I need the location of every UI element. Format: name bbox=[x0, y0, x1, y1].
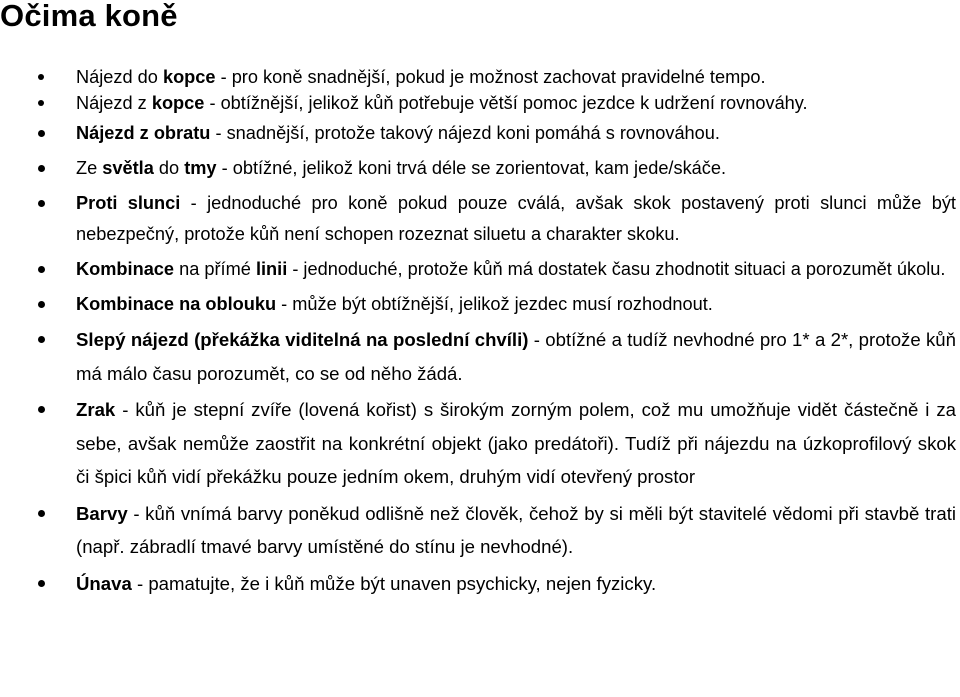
list-item bbox=[0, 66, 960, 88]
list-item bbox=[0, 497, 960, 564]
text-segment: - kůň vnímá barvy poněkud odlišně než člověk, čehož by si měli být stavitelé vědomi při stavbě trati (např. zábradlí tmavé barvy umístěné do stínu je nevhodné). bbox=[76, 502, 956, 557]
text-segment: Nájezd do bbox=[76, 67, 163, 87]
bold-term: Zrak bbox=[76, 399, 116, 420]
list-item-text bbox=[76, 93, 808, 113]
list-item-text bbox=[76, 399, 956, 487]
list-item bbox=[0, 92, 960, 114]
bold-term: Kombinace na oblouku bbox=[76, 294, 277, 314]
list-item-text bbox=[76, 294, 713, 314]
list-item bbox=[0, 118, 960, 149]
text-segment: - pamatujte, že i kůň může být unaven psychicky, nejen fyzicky. bbox=[131, 572, 657, 594]
text-segment: - kůň je stepní zvíře (lovená kořist) s širokým zorným polem, což mu umožňuje vidět částečně i za sebe, avšak nemůže zaostřit na konkrétní objekt (jako predátoři). Tudíž při nájezdu na úzkoprofilový skok či špici kůň vidí překážku pouze jedním okem, druhým vidí otevřený prostor bbox=[76, 399, 956, 487]
list-item bbox=[0, 254, 960, 285]
bullet-icon bbox=[38, 130, 45, 137]
bold-term: tmy bbox=[184, 158, 217, 178]
text-segment: - jednoduché, protože kůň má dostatek času zhodnotit situaci a porozumět úkolu. bbox=[287, 259, 946, 279]
list-item bbox=[0, 323, 960, 390]
bold-term: Proti slunci bbox=[76, 193, 181, 213]
list-item-text bbox=[76, 329, 956, 384]
bold-term: Barvy bbox=[76, 502, 128, 524]
bullet-icon bbox=[38, 510, 45, 517]
text-segment: - pro koně snadnější, pokud je možnost zachovat pravidelné tempo. bbox=[215, 67, 766, 87]
bold-term: Slepý nájezd (překážka viditelná na poslední chvíli) bbox=[76, 329, 529, 350]
list-item-text bbox=[76, 158, 726, 178]
text-segment: Ze bbox=[76, 158, 103, 178]
bullet-icon bbox=[38, 580, 45, 587]
bold-term: Nájezd z obratu bbox=[76, 123, 211, 143]
text-segment: do bbox=[153, 158, 185, 178]
bold-term: světla bbox=[102, 158, 154, 178]
list-item-text bbox=[76, 503, 956, 558]
list-item-text bbox=[76, 67, 766, 87]
bullet-icon bbox=[38, 165, 45, 172]
bullet-icon bbox=[38, 301, 45, 308]
text-segment: - obtížné a tudíž nevhodné pro 1* a 2*, protože kůň má málo času porozumět, co se od něho žádá. bbox=[76, 329, 956, 384]
list-item-text bbox=[76, 123, 720, 143]
bullet-icon bbox=[38, 266, 45, 273]
text-segment: - jednoduché pro koně pokud pouze cválá, avšak skok postavený proti slunci může být nebezpečný, protože kůň není schopen rozeznat siluetu a charakter skoku. bbox=[76, 193, 956, 244]
text-segment: Nájezd z bbox=[76, 93, 152, 113]
list-item-text bbox=[76, 259, 945, 279]
text-segment: - obtížné, jelikož koni trvá déle se zorientovat, kam jede/skáče. bbox=[216, 158, 727, 178]
bullet-list bbox=[0, 66, 960, 600]
list-item-text bbox=[76, 193, 956, 244]
bold-term: kopce bbox=[162, 67, 216, 87]
text-segment: - může být obtížnější, jelikož jezdec musí rozhodnout. bbox=[276, 294, 713, 314]
bold-term: linii bbox=[255, 259, 288, 279]
text-segment: - obtížnější, jelikož kůň potřebuje větší pomoc jezdce k udržení rovnováhy. bbox=[204, 93, 808, 113]
list-item bbox=[0, 393, 960, 494]
text-segment: na přímé bbox=[174, 259, 256, 279]
bullet-icon bbox=[38, 100, 44, 106]
text-segment: - snadnější, protože takový nájezd koni pomáhá s rovnováhou. bbox=[210, 123, 720, 143]
bullet-icon bbox=[38, 336, 45, 343]
bold-term: Kombinace bbox=[76, 259, 175, 279]
list-item bbox=[0, 567, 960, 601]
bullet-icon bbox=[38, 200, 45, 207]
list-item bbox=[0, 188, 960, 250]
bold-term: kopce bbox=[151, 93, 205, 113]
bullet-icon bbox=[38, 406, 45, 413]
list-item bbox=[0, 289, 960, 320]
bold-term: Únava bbox=[76, 572, 132, 594]
bullet-icon bbox=[38, 74, 44, 80]
list-item bbox=[0, 153, 960, 184]
page-title: Očima koně bbox=[0, 0, 178, 33]
list-item-text bbox=[76, 573, 656, 594]
